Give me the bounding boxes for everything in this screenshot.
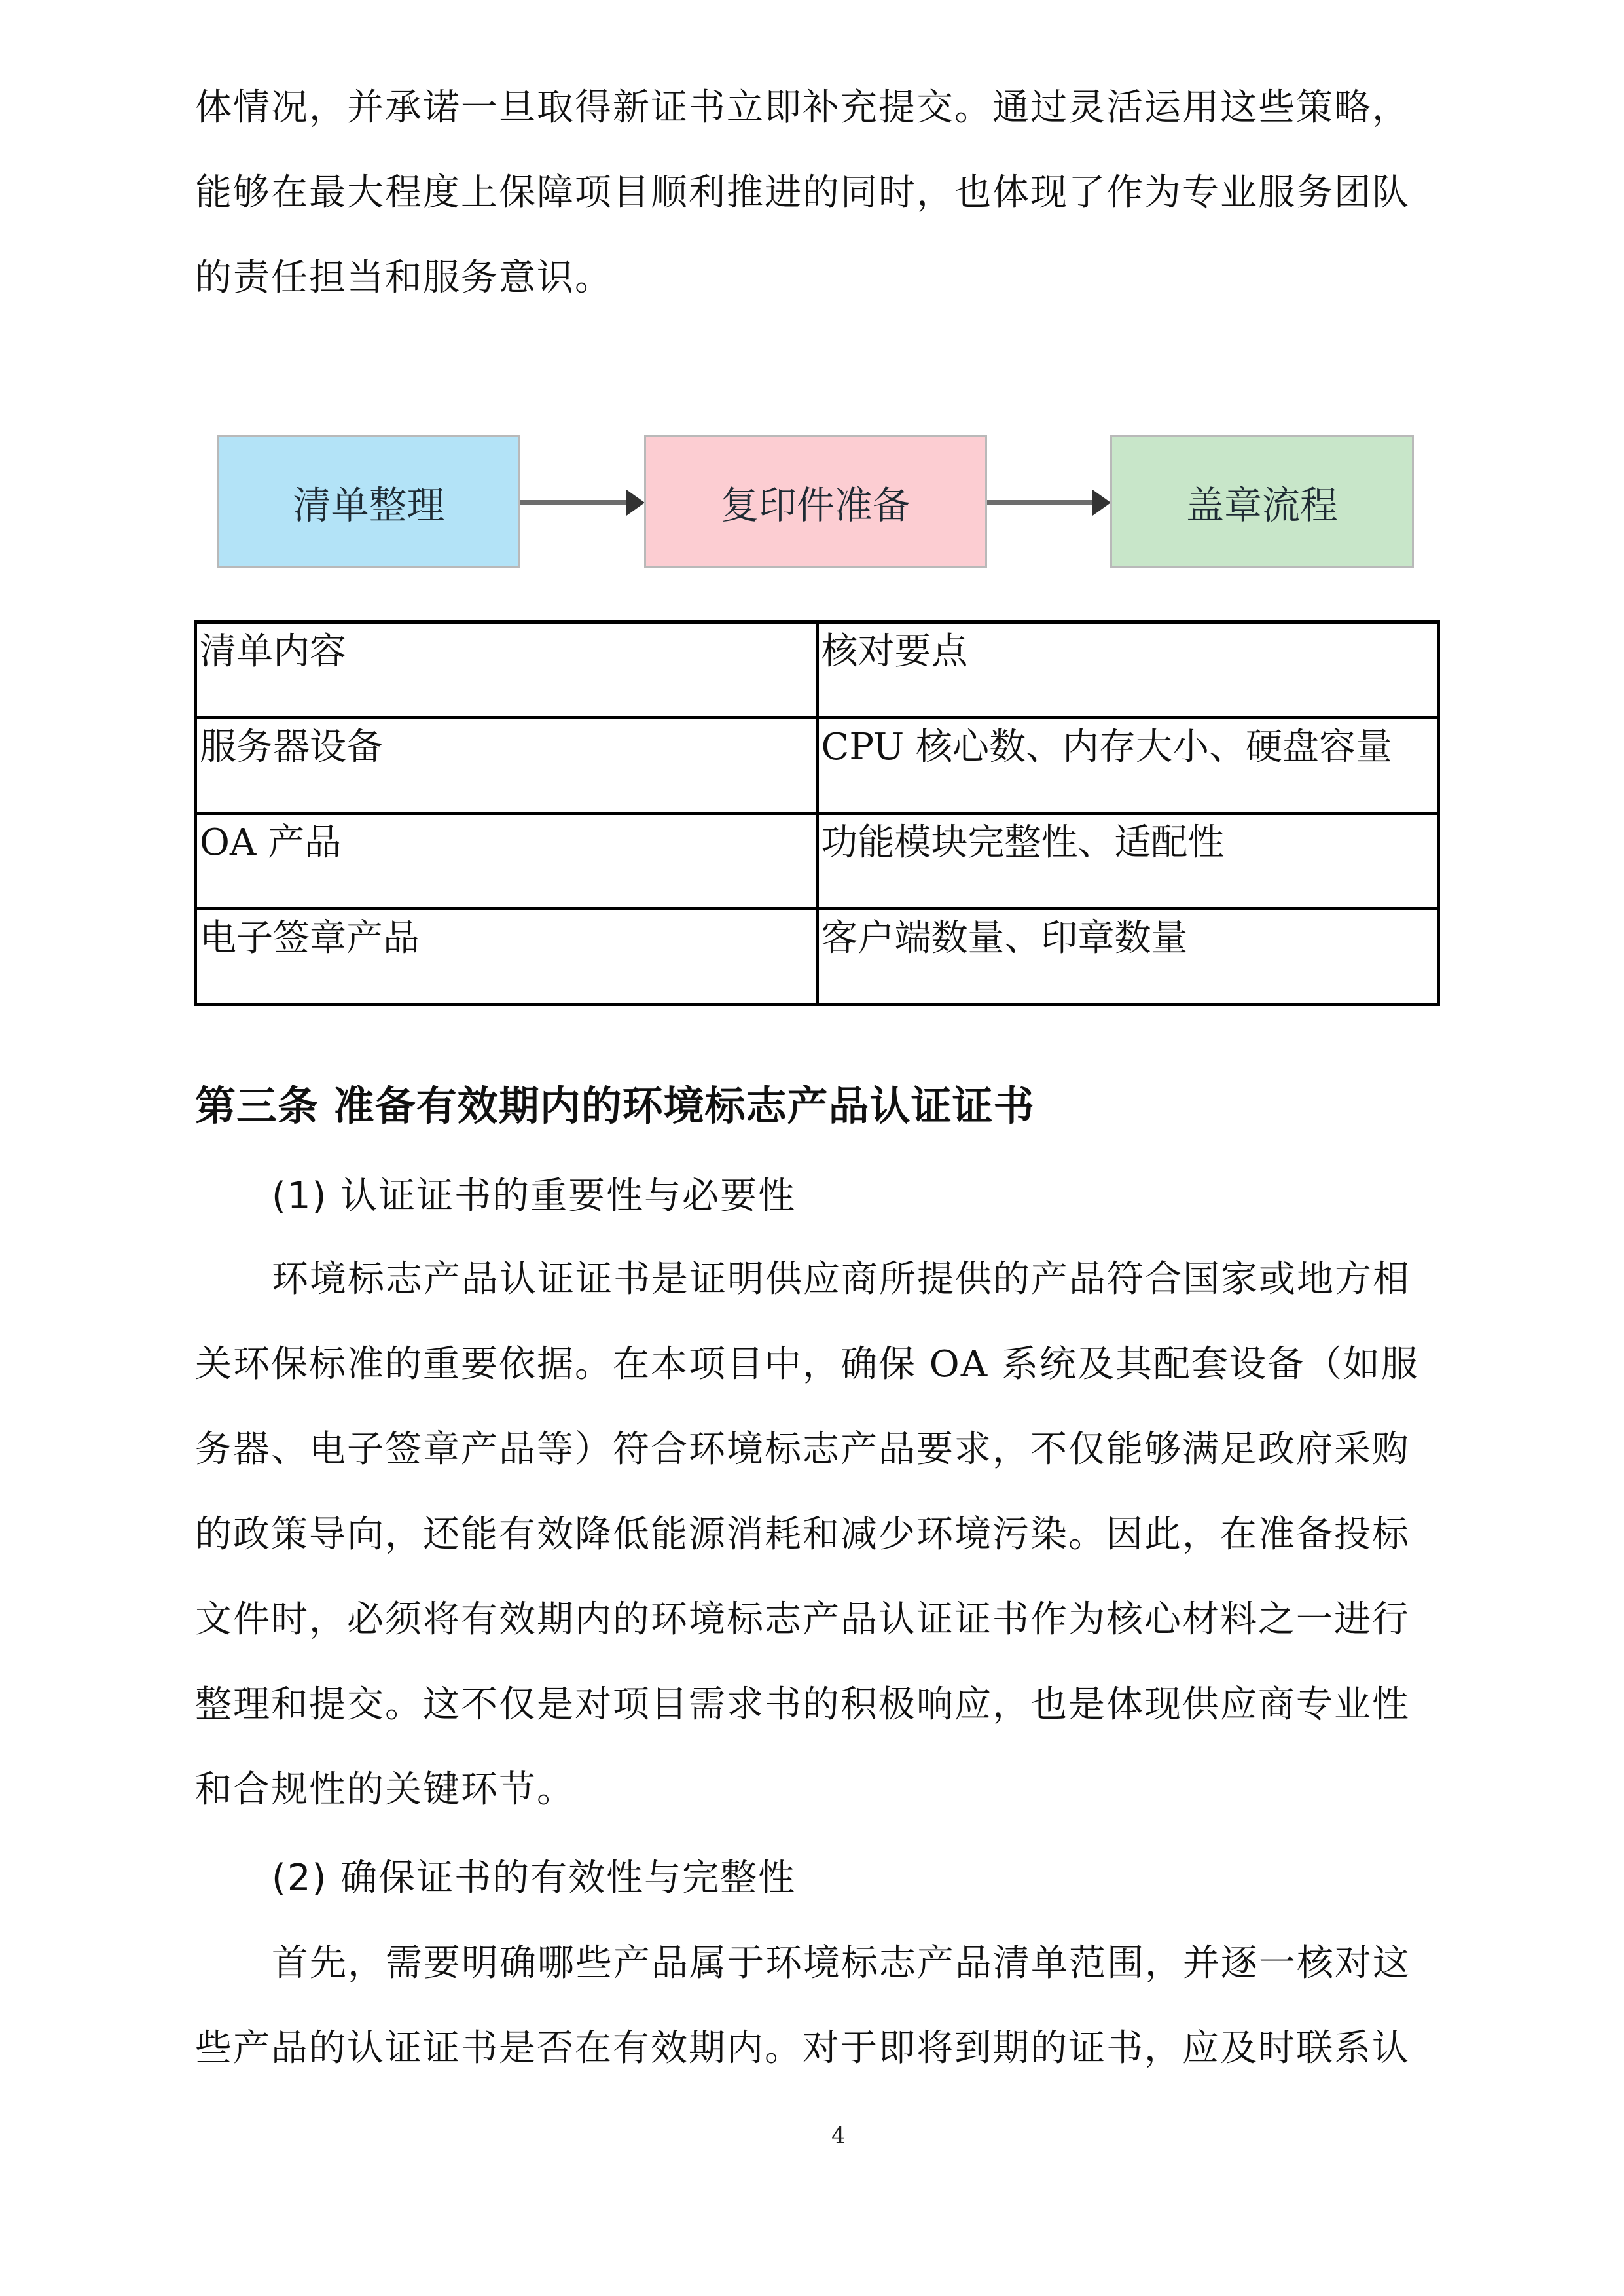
body-line: 文件时，必须将有效期内的环境标志产品认证证书作为核心材料之一进行 bbox=[195, 1598, 1410, 1641]
table-cell: 电子签章产品 bbox=[196, 909, 818, 1005]
arrow-right-icon bbox=[1092, 490, 1111, 516]
table-header-row bbox=[196, 622, 1439, 718]
table-cell: CPU 核心数、内存大小、硬盘容量 bbox=[817, 718, 1439, 814]
intro-line-1: 体情况，并承诺一旦取得新证书立即补充提交。通过灵活运用这些策略， bbox=[195, 86, 1410, 129]
arrow-line bbox=[520, 500, 626, 505]
table-header-cell: 核对要点 bbox=[817, 622, 1439, 718]
body-line: 务器、电子签章产品等）符合环境标志产品要求，不仅能够满足政府采购 bbox=[195, 1428, 1410, 1471]
table-row bbox=[196, 909, 1439, 1005]
table-cell: 客户端数量、印章数量 bbox=[817, 909, 1439, 1005]
table-header-cell: 清单内容 bbox=[196, 622, 818, 718]
body-line: 整理和提交。这不仅是对项目需求书的积极响应，也是体现供应商专业性 bbox=[195, 1683, 1410, 1726]
intro-line-2: 能够在最大程度上保障项目顺利推进的同时，也体现了作为专业服务团队 bbox=[195, 171, 1410, 214]
subsection-title-2: (2) 确保证书的有效性与完整性 bbox=[272, 1857, 797, 1899]
table-row bbox=[196, 718, 1439, 814]
section-heading: 第三条 准备有效期内的环境标志产品认证证书 bbox=[195, 1082, 1035, 1130]
flow-step-checklist: 清单整理 bbox=[217, 435, 520, 568]
body-line: 的政策导向，还能有效降低能源消耗和减少环境污染。因此，在准备投标 bbox=[195, 1513, 1410, 1556]
body-line: 关环保标准的重要依据。在本项目中，确保 OA 系统及其配套设备（如服 bbox=[195, 1343, 1419, 1386]
table-cell: 服务器设备 bbox=[196, 718, 818, 814]
body-line: 些产品的认证证书是否在有效期内。对于即将到期的证书，应及时联系认 bbox=[195, 2027, 1410, 2070]
flow-step-copies: 复印件准备 bbox=[644, 435, 987, 568]
table-cell: OA 产品 bbox=[196, 814, 818, 909]
body-line: 环境标志产品认证证书是证明供应商所提供的产品符合国家或地方相 bbox=[272, 1258, 1411, 1300]
arrow-line bbox=[987, 500, 1092, 505]
table-row bbox=[196, 814, 1439, 909]
table-cell: 功能模块完整性、适配性 bbox=[817, 814, 1439, 909]
page-number: 4 bbox=[831, 2123, 846, 2149]
arrow-right-icon bbox=[626, 490, 645, 516]
body-line: 和合规性的关键环节。 bbox=[195, 1768, 575, 1811]
checklist-table bbox=[194, 620, 1440, 1006]
intro-line-3: 的责任担当和服务意识。 bbox=[195, 257, 613, 299]
body-line: 首先，需要明确哪些产品属于环境标志产品清单范围，并逐一核对这 bbox=[272, 1942, 1411, 1984]
flow-step-stamping: 盖章流程 bbox=[1110, 435, 1414, 568]
subsection-title-1: (1) 认证证书的重要性与必要性 bbox=[272, 1175, 797, 1217]
